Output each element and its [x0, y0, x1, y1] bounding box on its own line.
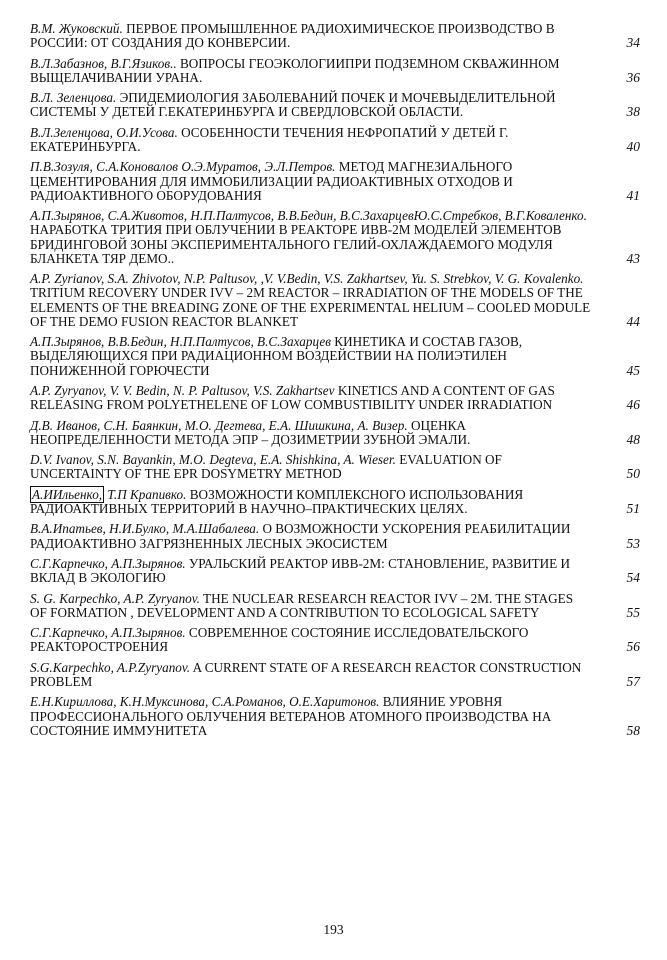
entry-title: ОЦЕНКА НЕОПРЕДЕЛЕННОСТИ МЕТОДА ЭПР – ДОЗИМЕТРИИ ЗУБНОЙ ЭМАЛИ. [30, 417, 471, 447]
entry-page: 57 [626, 673, 640, 689]
entry-page: 56 [626, 639, 640, 655]
entry-title: TRITIUM RECOVERY UNDER IVV – 2M REACTOR – IRRADIATION OF THE MODELS OF THE ELEMENTS OF THE BREADING ZONE OF THE EXPERIMENTAL HELIUM – COOLED MODULE OF THE DEMO FUSION REACTOR BLANKET [30, 285, 591, 329]
entry-authors: В.Л.Зеленцова, О.И.Усова. [30, 124, 178, 140]
entry-page: 36 [626, 69, 640, 85]
entry-authors: А.П.Зырянов, С.А.Животов, Н.П.Палтусов, В.В.Бедин, В.С.ЗахарцевЮ.С.Стребков, В.Г.Коваленко. [30, 208, 587, 224]
entry-authors: В.Л. Зеленцова. [30, 90, 117, 106]
entry-title: ПЕРВОЕ ПРОМЫШЛЕННОЕ РАДИОХИМИЧЕСКОЕ ПРОИЗВОДСТВО В РОССИИ: ОТ СОЗДАНИЯ ДО КОНВЕРСИИ. [30, 21, 555, 51]
toc-entry [30, 384, 640, 412]
entry-title: СОВРЕМЕННОЕ СОСТОЯНИЕ ИССЛЕДОВАТЕЛЬСКОГО РЕАКТОРОСТРОЕНИЯ [30, 625, 529, 655]
toc-entry [30, 695, 640, 738]
entry-title: МЕТОД МАГНЕЗИАЛЬНОГО ЦЕМЕНТИРОВАНИЯ ДЛЯ ИММОБИЛИЗАЦИИ РАДИОАКТИВНЫХ ОТХОДОВ И РАДИОАКТИВНОГО ОБОРУДОВАНИЯ [30, 159, 513, 203]
entry-authors: A.P. Zyrianov, S.A. Zhivotov, N.P. Paltusov, ,V. V.Bedin, V.S. Zakhartsev, Yu. S. Strebkov, V. G. Kovalenko. [30, 271, 584, 287]
entry-page: 38 [626, 104, 640, 120]
entry-title: КИНЕТИКА И СОСТАВ ГАЗОВ, ВЫДЕЛЯЮЩИХСЯ ПРИ РАДИАЦИОННОМ ВОЗДЕЙСТВИИ НА ПОЛИЭТИЛЕН ПОНИЖЕННОЙ ГОРЮЧЕСТИ [30, 334, 523, 378]
entry-authors: S.G.Karpechko, A.P.Zyryanov. [30, 659, 191, 675]
entry-title: ОСОБЕННОСТИ ТЕЧЕНИЯ НЕФРОПАТИЙ У ДЕТЕЙ Г. ЕКАТЕРИНБУРГА. [30, 124, 509, 154]
entry-page: 44 [626, 313, 640, 329]
toc-entry [30, 557, 640, 585]
entry-authors: D.V. Ivanov, S.N. Bayankin, M.O. Degteva, E.A. Shishkina, A. Wieser. [30, 452, 396, 468]
entry-page: 54 [626, 570, 640, 586]
entry-authors: С.Г.Карпечко, А.П.Зырянов. [30, 555, 186, 571]
toc-entry [30, 488, 640, 516]
toc-entry [30, 126, 640, 154]
entry-authors: П.В.Зозуля, С.А.Коновалов О.Э.Муратов, Э.Л.Петров. [30, 159, 336, 175]
entry-authors-boxed: А.ИИльенко, [32, 486, 103, 502]
toc-entry [30, 209, 640, 266]
entry-page: 46 [626, 397, 640, 413]
entry-page: 41 [626, 187, 640, 203]
entry-authors: Т.П Крапивко. [107, 486, 187, 502]
entry-title: A CURRENT STATE OF A RESEARCH REACTOR CONSTRUCTION PROBLEM [30, 659, 582, 689]
toc-entry [30, 160, 640, 203]
page-number: 193 [323, 922, 344, 937]
toc-entry [30, 626, 640, 654]
toc-entry [30, 335, 640, 378]
toc-entry [30, 661, 640, 689]
entry-authors: В.М. Жуковский. [30, 21, 123, 36]
entry-title: ЭПИДЕМИОЛОГИЯ ЗАБОЛЕВАНИЙ ПОЧЕК И МОЧЕВЫДЕЛИТЕЛЬНОЙ СИСТЕМЫ У ДЕТЕЙ Г.ЕКАТЕРИНБУРГА И СВЕРДЛОВСКОЙ ОБЛАСТИ. [30, 90, 556, 120]
entry-authors: В.Л.Забазнов, В.Г.Язиков.. [30, 55, 177, 71]
entry-authors: S. G. Karpechko, A.P. Zyryanov. [30, 590, 200, 606]
toc-entry [30, 453, 640, 481]
toc-entry [30, 522, 640, 550]
toc-entry [30, 22, 640, 50]
entry-page: 40 [626, 138, 640, 154]
toc-entry [30, 419, 640, 447]
entry-title: НАРАБОТКА ТРИТИЯ ПРИ ОБЛУЧЕНИИ В РЕАКТОРЕ ИВВ-2М МОДЕЛЕЙ ЭЛЕМЕНТОВ БРИДИНГОВОЙ ЗОНЫ ЭКСПЕРИМЕНТАЛЬНОГО ГЕЛИЙ-ОХЛАЖДАЕМОГО МОДУЛЯ БЛАНКЕТА ТЯР ДЕМО.. [30, 222, 562, 266]
entry-authors: С.Г.Карпечко, А.П.Зырянов. [30, 625, 186, 641]
entry-authors: Е.Н.Кириллова, К.Н.Муксинова, С.А.Романов, О.Е.Харитонов. [30, 694, 380, 710]
entry-page: 34 [626, 35, 640, 51]
toc-entry [30, 57, 640, 85]
toc-entry [30, 91, 640, 119]
toc-entry [30, 592, 640, 620]
entry-title: О ВОЗМОЖНОСТИ УСКОРЕНИЯ РЕАБИЛИТАЦИИ РАДИОАКТИВНО ЗАГРЯЗНЕННЫХ ЛЕСНЫХ ЭКОСИСТЕМ [30, 521, 571, 551]
entry-authors: Д.В. Иванов, С.Н. Баянкин, М.О. Дегтева, Е.А. Шишкина, А. Визер. [30, 417, 408, 433]
entry-page: 43 [626, 250, 640, 266]
entry-title: ВОПРОСЫ ГЕОЭКОЛОГИИПРИ ПОДЗЕМНОМ СКВАЖИННОМ ВЫЩЕЛАЧИВАНИИ УРАНА. [30, 55, 560, 85]
entry-page: 58 [626, 722, 640, 738]
entry-authors: А.П.Зырянов, В.В.Бедин, Н.П.Палтусов, В.С.Захарцев [30, 334, 331, 350]
entry-title: THE NUCLEAR RESEARCH REACTOR IVV – 2M. THE STAGES OF FORMATION , DEVELOPMENT AND A CONTRIBUTION TO ECOLOGICAL SAFETY [30, 590, 574, 620]
toc-entry [30, 272, 640, 329]
entry-title: УРАЛЬСКИЙ РЕАКТОР ИВВ-2М: СТАНОВЛЕНИЕ, РАЗВИТИЕ И ВКЛАД В ЭКОЛОГИЮ [30, 555, 571, 586]
table-of-contents [30, 22, 640, 744]
entry-title: ВЛИЯНИЕ УРОВНЯ ПРОФЕССИОНАЛЬНОГО ОБЛУЧЕНИЯ ВЕТЕРАНОВ АТОМНОГО ПРОИЗВОДСТВА НА СОСТОЯНИЕ ИММУНИТЕТА [30, 694, 552, 738]
entry-page: 51 [626, 500, 640, 516]
entry-title: ВОЗМОЖНОСТИ КОМПЛЕКСНОГО ИСПОЛЬЗОВАНИЯ РАДИОАКТИВНЫХ ТЕРРИТОРИЙ В НАУЧНО–ПРАКТИЧЕСКИХ ЦЕЛЯХ. [30, 486, 524, 516]
entry-page: 55 [626, 604, 640, 620]
entry-page: 50 [626, 466, 640, 482]
entry-page: 45 [626, 362, 640, 378]
entry-title: EVALUATION OF UNCERTAINTY OF THE EPR DOSYMETRY METHOD [30, 452, 502, 482]
entry-authors: В.А.Ипатьев, Н.И.Булко, М.А.Шабалева. [30, 521, 260, 537]
entry-page: 53 [626, 535, 640, 551]
entry-page: 48 [626, 431, 640, 447]
entry-title: KINETICS AND A CONTENT OF GAS RELEASING FROM POLYETHELENE OF LOW COMBUSTIBILITY UNDER IRRADIATION [30, 382, 555, 413]
entry-authors: A.P. Zyryanov, V. V. Bedin, N. P. Paltusov, V.S. Zakhartsev [30, 382, 335, 398]
